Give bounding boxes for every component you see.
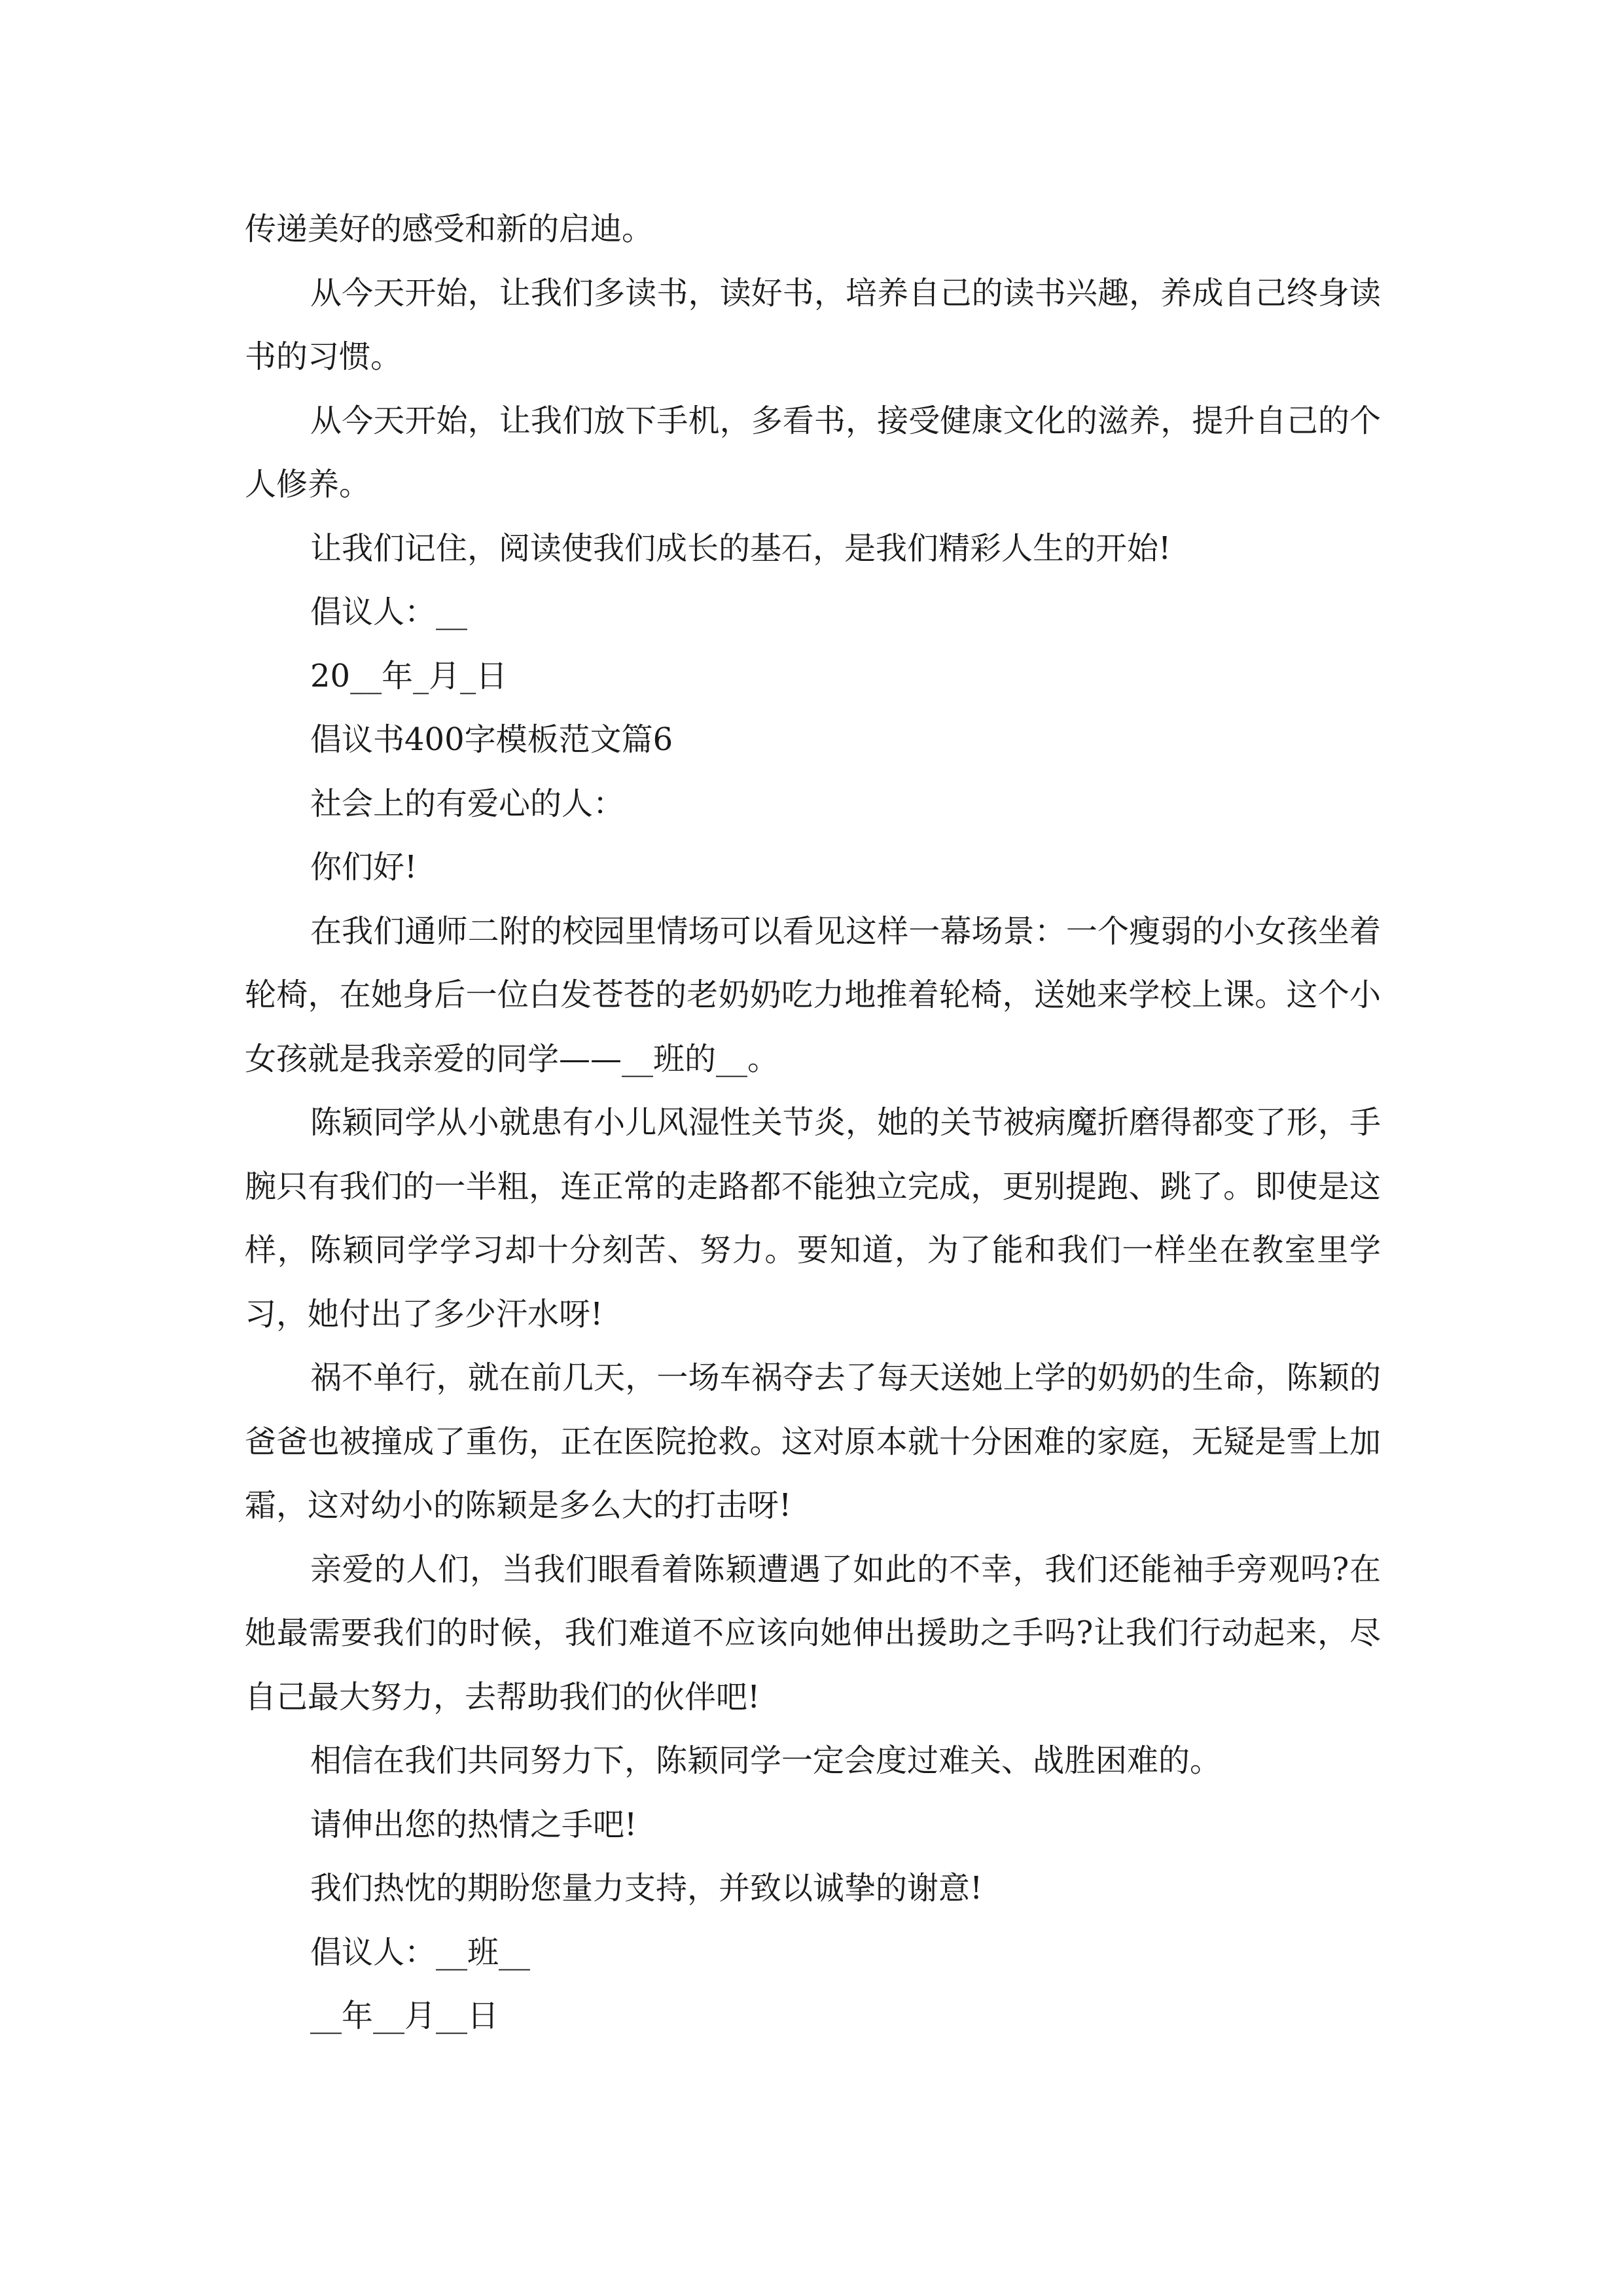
signature-line-2: 倡议人：__班__	[310, 1933, 531, 1971]
paragraph-16: 我们热忱的期盼您量力支持，并致以诚挚的谢意!	[310, 1870, 983, 1907]
paragraph-2: 从今天开始，让我们多读书，读好书，培养自己的读书兴趣，养成自己终身读书的习惯。	[245, 274, 1381, 375]
salutation: 社会上的有爱心的人：	[310, 785, 625, 822]
paragraph-1: 传递美好的感受和新的启迪。	[245, 211, 654, 247]
paragraph-13: 亲爱的人们，当我们眼看着陈颖遭遇了如此的不幸，我们还能袖手旁观吗?在她最需要我们的时候，我们难道不应该向她伸出援助之手吗?让我们行动起来，尽自己最大努力，去帮助我们的伙伴吧!	[245, 1551, 1381, 1715]
greeting: 你们好!	[310, 849, 418, 886]
paragraph-14: 相信在我们共同努力下，陈颖同学一定会度过难关、战胜困难的。	[310, 1742, 1222, 1779]
paragraph-10: 在我们通师二附的校园里情场可以看见这样一幕场景：一个瘦弱的小女孩坐着轮椅，在她身后一位白发苍苍的老奶奶吃力地推着轮椅，送她来学校上课。这个小女孩就是我亲爱的同学——__班的__。	[245, 912, 1381, 1077]
paragraph-15: 请伸出您的热情之手吧!	[310, 1806, 637, 1843]
paragraph-11: 陈颖同学从小就患有小儿风湿性关节炎，她的关节被病魔折磨得都变了形，手腕只有我们的一半粗，连正常的走路都不能独立完成，更别提跑、跳了。即使是这样，陈颖同学学习却十分刻苦、努力。要知道，为了能和我们一样坐在教室里学习，她付出了多少汗水呀!	[245, 1104, 1381, 1333]
date-line-1: 20__年_月_日	[310, 657, 508, 694]
date-line-2: __年__月__日	[310, 1998, 499, 2034]
paragraph-12: 祸不单行，就在前几天，一场车祸夺去了每天送她上学的奶奶的生命，陈颖的爸爸也被撞成了重伤，正在医院抢救。这对原本就十分困难的家庭，无疑是雪上加霜，这对幼小的陈颖是多么大的打击呀!	[245, 1359, 1381, 1524]
section-title: 倡议书400字模板范文篇6	[310, 721, 673, 758]
signature-line-1: 倡议人：__	[310, 594, 468, 630]
paragraph-3: 从今天开始，让我们放下手机，多看书，接受健康文化的滋养，提升自己的个人修养。	[245, 402, 1381, 503]
paragraph-4: 让我们记住，阅读使我们成长的基石，是我们精彩人生的开始!	[310, 529, 1171, 567]
document-page	[245, 198, 1381, 2049]
